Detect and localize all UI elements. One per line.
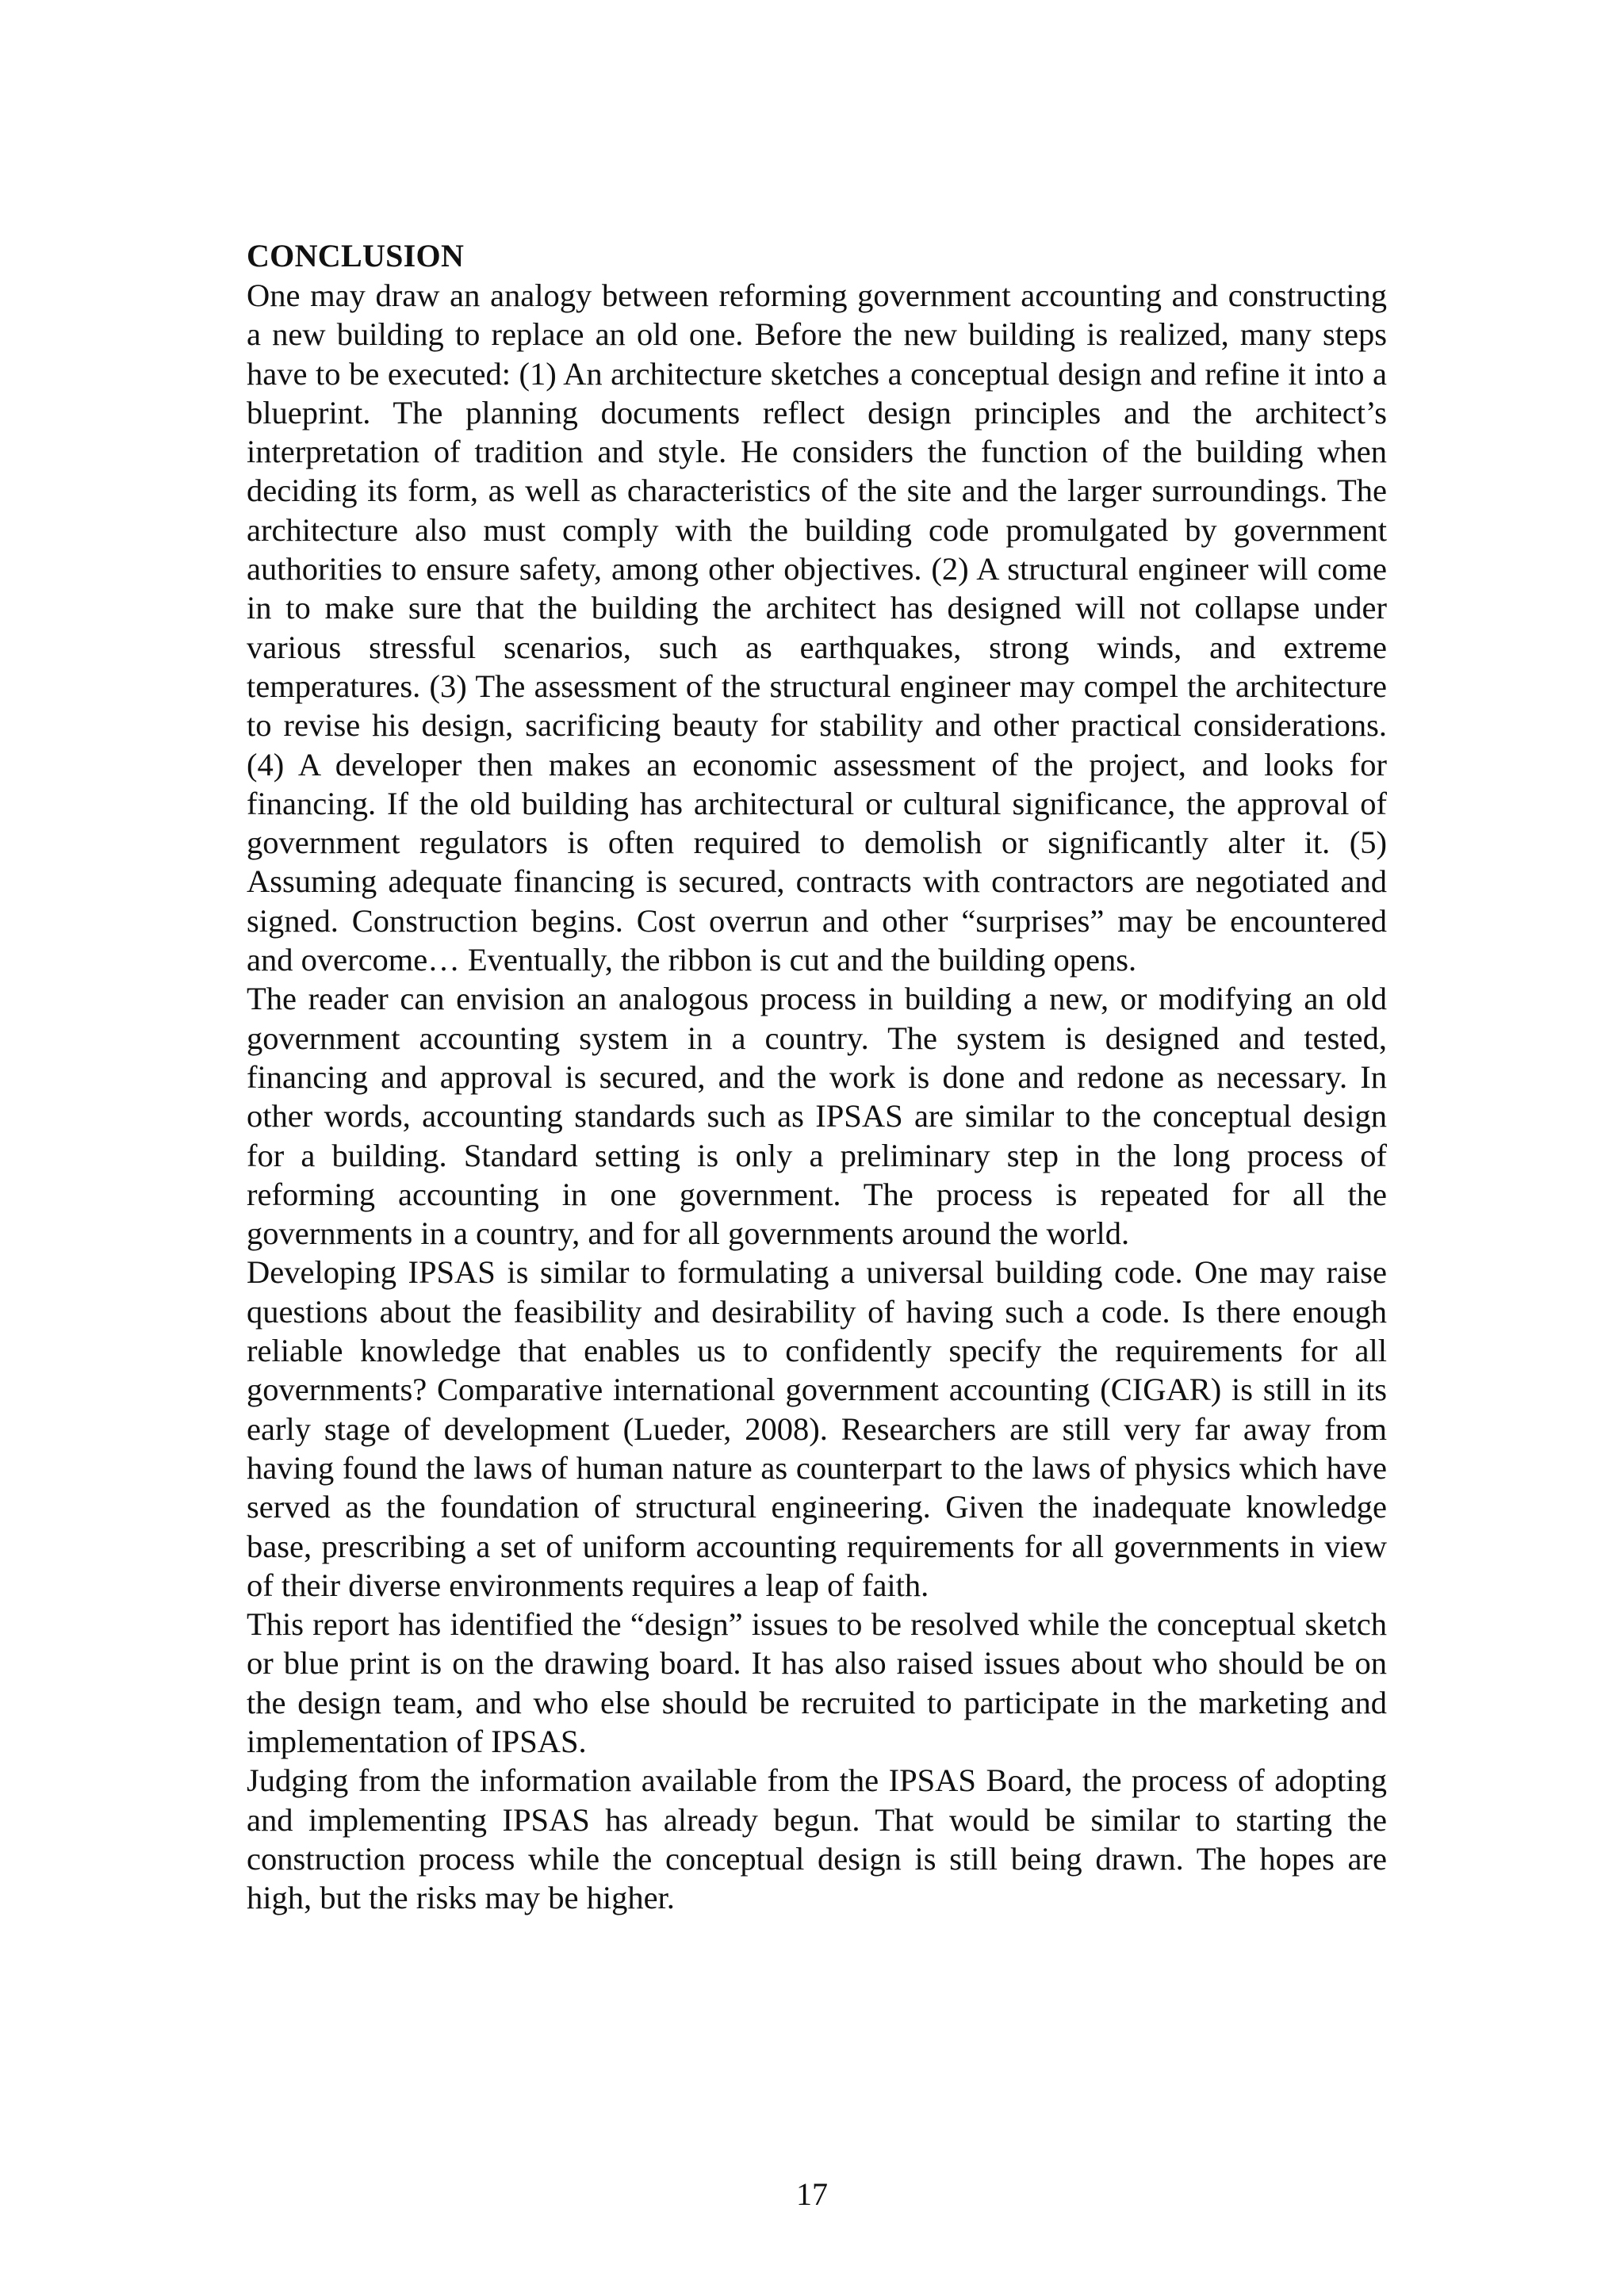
paragraph-analogy: One may draw an analogy between reforming government accounting and constructing a new building to replace an old one. Before the new building is realized, many steps have to be executed: (1) An architecture sketches a conceptual design and refine it into a blueprint. The planning documents reflect design principles and the architect’s interpretation of tradition and style. He considers the function of the building when deciding its form, as well as characteristics of the site and the larger surroundings. The architecture also must comply with the building code promulgated by government authorities to ensure safety, among other objectives. (2) A structural engineer will come in to make sure that the building the architect has designed will not collapse under various stressful scenarios, such as earthquakes, strong winds, and extreme temperatures. (3) The assessment of the structural engineer may compel the architecture to revise his design, sacrificing beauty for stability and other practical considerations. (4) A developer then makes an economic assessment of the project, and looks for financing. If the old building has architectural or cultural significance, the approval of government regulators is often required to demolish or significantly alter it. (5) Assuming adequate financing is secured, contracts with contractors are negotiated and signed. Construction begins. Cost overrun and other “surprises” may be encountered and overcome… Eventually, the ribbon is cut and the building opens.: [247, 277, 1387, 978]
paragraph-building-code: Developing IPSAS is similar to formulating a universal building code. One may raise questions about the feasibility and desirability of having such a code. Is there enough reliable knowledge that enables us to confidently specify the requirements for all governments? Comparative international government accounting (CIGAR) is still in its early stage of development (Lueder, 2008). Researchers are still very far away from having found the laws of human nature as counterpart to the laws of physics which have served as the foundation of structural engineering. Given the inadequate knowledge base, prescribing a set of uniform accounting requirements for all governments in view of their diverse environments requires a leap of faith.: [247, 1254, 1387, 1603]
section-heading: CONCLUSION: [247, 238, 465, 274]
paragraph-adoption: Judging from the information available from the IPSAS Board, the process of adopting and implementing IPSAS has already begun. That would be similar to starting the construction process while the conceptual design is still being drawn. The hopes are high, but the risks may be higher.: [247, 1762, 1387, 1916]
paragraph-design-issues: This report has identified the “design” issues to be resolved while the conceptual sketch or blue print is on the drawing board. It has also raised issues about who should be on the design team, and who else should be recruited to participate in the marketing and implementation of IPSAS.: [247, 1606, 1387, 1759]
paragraph-analogous-process: The reader can envision an analogous process in building a new, or modifying an old government accounting system in a country. The system is designed and tested, financing and approval is secured, and the work is done and redone as necessary. In other words, accounting standards such as IPSAS are similar to the conceptual design for a building. Standard setting is only a preliminary step in the long process of reforming accounting in one government. The process is repeated for all the governments in a country, and for all governments around the world.: [247, 981, 1387, 1252]
page-number: 17: [796, 2176, 828, 2212]
document-body: [247, 236, 1387, 1917]
